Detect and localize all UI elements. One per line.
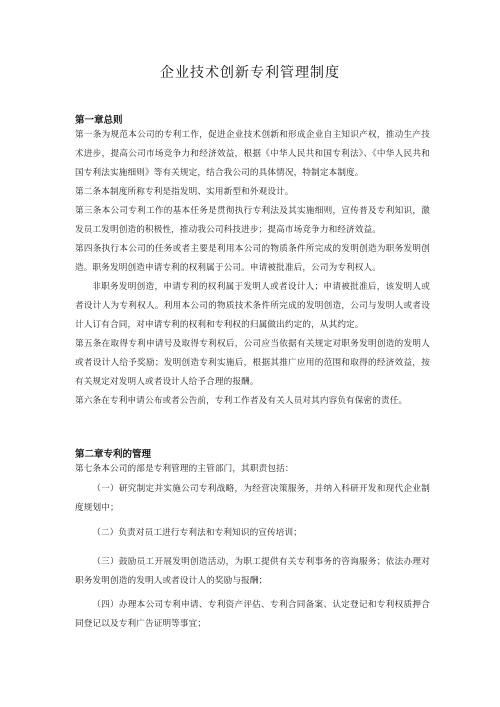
article-5: 第五条在取得专利申请号及取得专利权后，公司应当依据有关规定对职务发明创造的发明人或者设计人给予奖励；发明创造专利实施后，根据其推广应用的范围和取得的经济效益，按有关规定对发明人或者设计人给予合理的报酬。	[75, 339, 430, 387]
article-7: 第七条本公司的部是专利管理的主管部门，其职责包括：	[75, 464, 294, 474]
article-6: 第六条在专利申请公布或者公告前，专利工作者及有关人员对其内容负有保密的责任。	[75, 396, 408, 406]
article-4: 第四条执行本公司的任务或者主要是利用本公司的物质条件所完成的发明创造为职务发明创造。职务发明创造申请专利的权利属于公司。申请被批准后，公司为专利权人。	[75, 244, 430, 273]
article-3: 第三条本公司专利工作的基本任务是贯彻执行专利法及其实施细则，宣传普及专利知识，激发员工发明创造的积极性，推动我公司科技进步；提高市场竞争力和经济效益。	[75, 206, 430, 235]
duty-item-2: （二）负责对员工进行专利法和专利知识的宣传培训；	[92, 528, 303, 538]
article-4-continuation: 非职务发明创造，申请专利的权利属于发明人或者设计人；申请被批准后，该发明人或者设计人为专利权人。利用本公司的物质技术条件所完成的发明创造，公司与发明人或者设计人订有合同，对申请专利的权利和专利权的归属做出约定的，从其约定。	[75, 282, 430, 330]
article-2: 第二条本制度所称专利是指发明、实用新型和外观设计。	[75, 187, 294, 197]
article-1: 第一条为规范本公司的专利工作，促进企业技术创新和形成企业自主知识产权，推动生产技术进步，提高公司市场竞争力和经济效益，根据《中华人民共和国专利法》、《中华人民共和国专利法实施细则》等有关规定，结合我公司的具体情况，特制定本制度。	[75, 130, 430, 178]
duty-item-4: （四）办理本公司专利申请、专利资产评估、专利合同备案、认定登记和专利权质押合同登记以及专利广告证明等事宜；	[75, 600, 430, 629]
chapter-2-heading: 第二章专利的管理	[75, 449, 152, 460]
duty-item-1: （一）研究制定并实施公司专利战略，为经营决策服务，并纳入科研开发和现代企业制度规划中；	[75, 484, 430, 513]
chapter-1-heading: 第一章总则	[75, 115, 123, 126]
duty-item-3: （三）鼓励员工开展发明创造活动，为职工提供有关专利事务的咨询服务；依法办理对职务发明创造的发明人或者设计人的奖励与报酬；	[75, 557, 430, 586]
document-title: 企业技术创新专利管理制度	[160, 65, 340, 81]
